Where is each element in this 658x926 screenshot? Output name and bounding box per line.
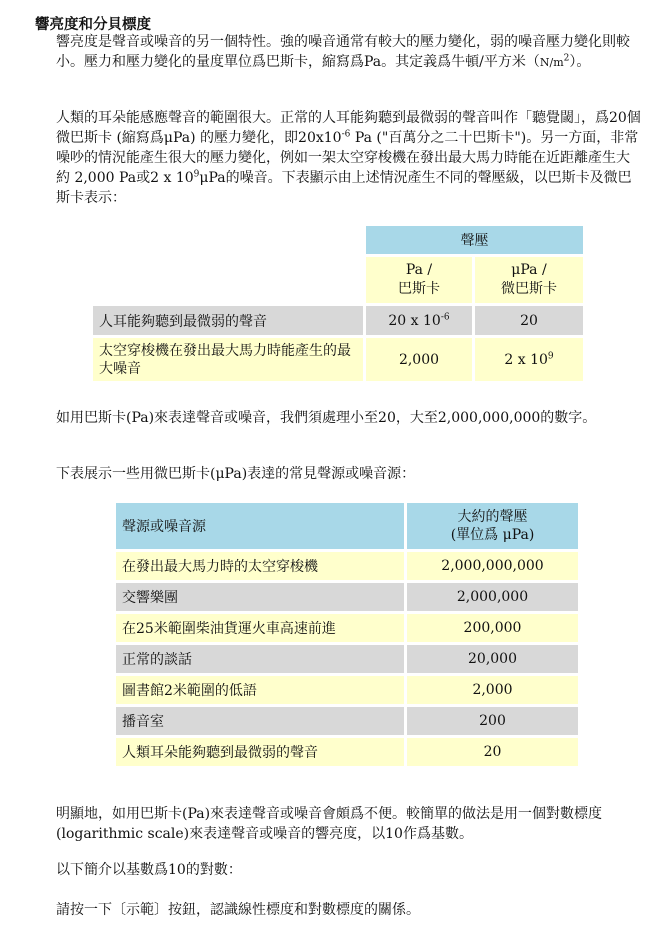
- table-row: [116, 676, 578, 704]
- table-row: [116, 614, 578, 642]
- table1-row-pa: 2,000: [366, 338, 472, 381]
- table2-row-label: 圖書館2米範圍的低語: [116, 676, 404, 704]
- table2-row-value: 200: [407, 707, 578, 735]
- page-title: 響亮度和分貝標度: [35, 17, 151, 33]
- table-row: [116, 583, 578, 611]
- table2-row-value: 2,000,000,000: [407, 552, 578, 580]
- table-row: [116, 707, 578, 735]
- paragraph-pa-range: 如用巴斯卡(Pa)來表達聲音或噪音，我們須處理小至20，大至2,000,000,000的數字。: [56, 410, 597, 426]
- table-row: [93, 306, 583, 335]
- table2-header-label: 聲源或噪音源: [116, 503, 404, 549]
- table2-row-value: 20,000: [407, 645, 578, 673]
- table1-group-header: 聲壓: [366, 226, 583, 254]
- table2-row-value: 200,000: [407, 614, 578, 642]
- table-row: [116, 738, 578, 766]
- paragraph-pressure-definition: 響亮度是聲音或噪音的另一個特性。強的噪音通常有較大的壓力變化，弱的噪音壓力變化則較小。壓力和壓力變化的量度單位爲巴斯卡，縮寫爲Pa。其定義爲牛頓/平方米$(N/m^2)$。: [56, 34, 630, 70]
- common-noise-sources-table: [113, 500, 581, 769]
- paragraph-demo-instruction: 請按一下〔示範〕按鈕，認識線性標度和對數標度的關係。: [56, 902, 420, 918]
- table2-row-label: 播音室: [116, 707, 404, 735]
- table2-row-value: 2,000: [407, 676, 578, 704]
- table1-row-label: 人耳能夠聽到最微弱的聲音: [93, 306, 363, 335]
- paragraph-common-sources-intro: 下表展示一些用微巴斯卡(μPa)表達的常見聲源或噪音源：: [56, 466, 416, 482]
- pressure-comparison-table: [90, 223, 586, 384]
- table-row: [116, 552, 578, 580]
- table-row: [93, 338, 583, 381]
- paragraph-base10-intro: 以下簡介以基數爲10的對數：: [56, 862, 242, 878]
- table2-row-label: 人類耳朵能夠聽到最微弱的聲音: [116, 738, 404, 766]
- table2-row-label: 在發出最大馬力時的太空穿梭機: [116, 552, 404, 580]
- table1-header-upa: μPa / 微巴斯卡: [475, 257, 583, 303]
- table2-row-value: 20: [407, 738, 578, 766]
- table2-header-value: 大約的聲壓 (單位爲 μPa): [407, 503, 578, 549]
- table1-header-pa: Pa / 巴斯卡: [366, 257, 472, 303]
- paragraph-hearing-range: 人類的耳朵能感應聲音的範圍很大。正常的人耳能夠聽到最微弱的聲音叫作「聽覺閾」，爲20個微巴斯卡 (縮寫爲μPa) 的壓力變化，即$20x10^{-6}$ Pa ("百萬分之二十巴斯卡")。另一方面，非常噪吵的情況能產生很大的壓力變化，例如一架太空穿梭機在發出最大馬力時能在近距離產生大約 2,000 Pa或2 x $10^9\mu Pa$的噪音。下表顯示由上述情況產生不同的聲壓級，以巴斯卡及微巴斯卡表示：: [56, 110, 641, 206]
- paragraph-log-scale: 明顯地，如用巴斯卡(Pa)來表達聲音或噪音會頗爲不便。較簡單的做法是用一個對數標度(logarithmic scale)來表達聲音或噪音的響亮度，以10作爲基數。: [56, 806, 603, 842]
- table2-row-value: 2,000,000: [407, 583, 578, 611]
- table1-row-label: 太空穿梭機在發出最大馬力時能產生的最大噪音: [93, 338, 363, 381]
- table-row: [116, 645, 578, 673]
- table2-row-label: 交響樂團: [116, 583, 404, 611]
- table1-row-upa: 20: [475, 306, 583, 335]
- table2-row-label: 在25米範圍柴油貨運火車高速前進: [116, 614, 404, 642]
- table1-row-pa: 20 x $10^{-6}$: [366, 306, 472, 335]
- table2-row-label: 正常的談話: [116, 645, 404, 673]
- table1-row-upa: 2 x $10^9$: [475, 338, 583, 381]
